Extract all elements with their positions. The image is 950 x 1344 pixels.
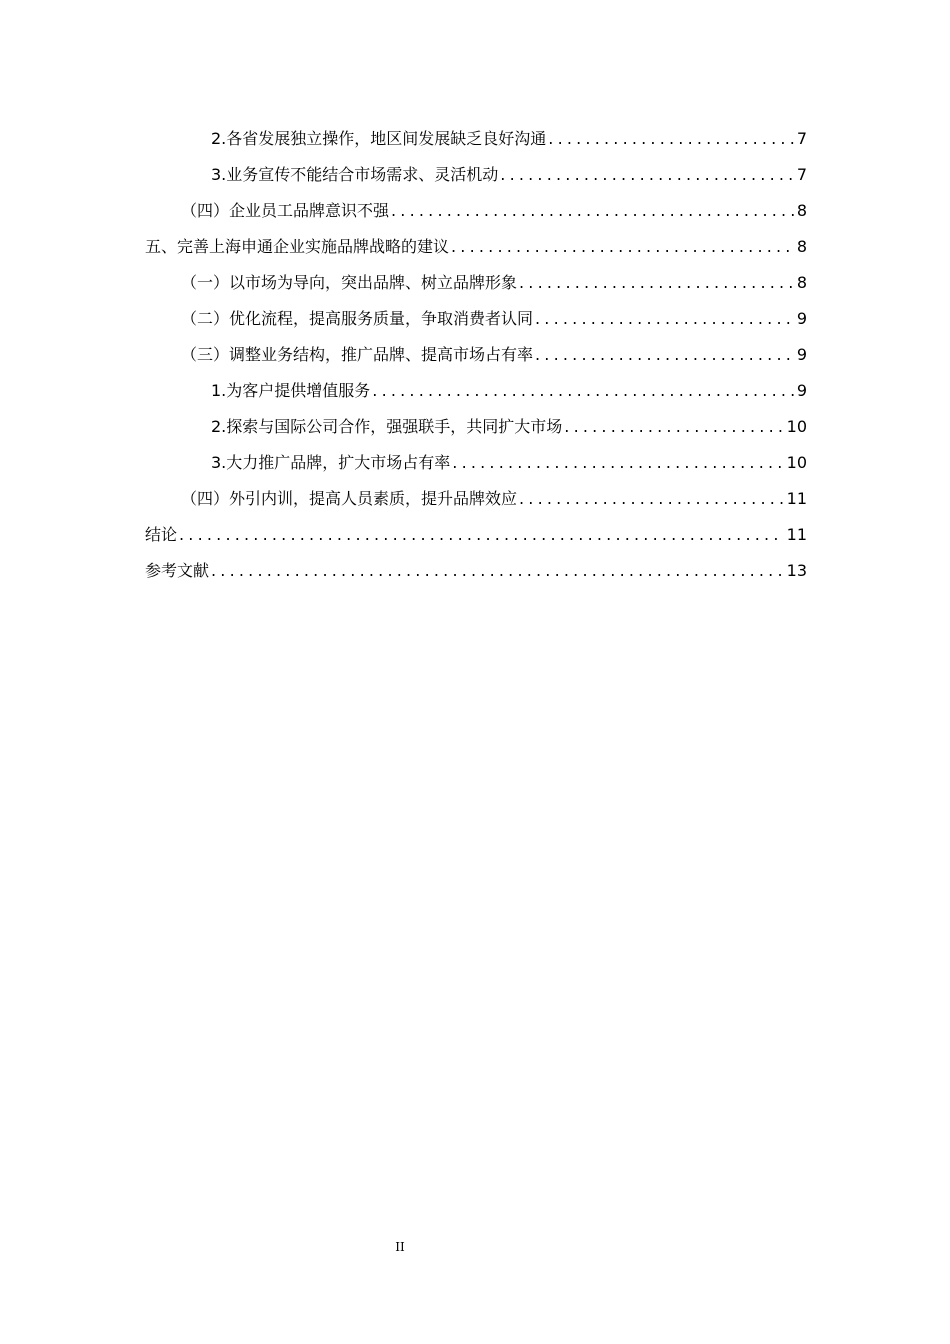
toc-dot-leader [564, 409, 783, 445]
toc-entry-label: 参考文献 [145, 561, 210, 580]
toc-entry-label: 2.各省发展独立操作，地区间发展缺乏良好沟通 [211, 129, 547, 148]
toc-dot-leader [211, 553, 784, 589]
toc-entry[interactable] [145, 229, 807, 265]
toc-entry-page: 8 [796, 237, 807, 256]
toc-dot-leader [535, 337, 794, 373]
toc-dot-leader [500, 157, 794, 193]
toc-entry[interactable] [145, 553, 807, 589]
toc-entry[interactable] [211, 121, 807, 157]
toc-entry[interactable] [211, 157, 807, 193]
toc-entry[interactable] [211, 445, 807, 481]
toc-entry-label: （四）企业员工品牌意识不强 [181, 201, 390, 220]
toc-entry-page: 7 [796, 129, 807, 148]
toc-entry-label: 结论 [145, 525, 178, 544]
toc-entry-page: 8 [796, 201, 807, 220]
toc-entry-label: 2.探索与国际公司合作，强强联手，共同扩大市场 [211, 417, 563, 436]
toc-dot-leader [451, 229, 794, 265]
toc-entry[interactable] [181, 301, 807, 337]
toc-entry-page: 11 [786, 489, 807, 508]
toc-entry-page: 11 [786, 525, 807, 544]
toc-entry-label: 3.大力推广品牌，扩大市场占有率 [211, 453, 451, 472]
toc-dot-leader [535, 301, 794, 337]
toc-dot-leader [452, 445, 783, 481]
toc-dot-leader [548, 121, 794, 157]
toc-dot-leader [179, 517, 784, 553]
toc-entry-label: （二）优化流程，提高服务质量，争取消费者认同 [181, 309, 534, 328]
toc-entry-label: （三）调整业务结构，推广品牌、提高市场占有率 [181, 345, 534, 364]
toc-dot-leader [519, 265, 794, 301]
toc-entry-page: 9 [796, 345, 807, 364]
toc-dot-leader [391, 193, 794, 229]
toc-entry-page: 9 [796, 381, 807, 400]
toc-entry-label: 1.为客户提供增值服务 [211, 381, 371, 400]
toc-dot-leader [372, 373, 794, 409]
toc-entry[interactable] [181, 337, 807, 373]
toc-entry-page: 7 [796, 165, 807, 184]
toc-entry-label: 五、完善上海申通企业实施品牌战略的建议 [145, 237, 450, 256]
toc-entry[interactable] [181, 481, 807, 517]
toc-entry-page: 13 [786, 561, 807, 580]
toc-entry[interactable] [181, 193, 807, 229]
toc-entry-page: 10 [786, 453, 807, 472]
toc-entry-page: 9 [796, 309, 807, 328]
toc-entry-page: 10 [786, 417, 807, 436]
toc-entry[interactable] [211, 373, 807, 409]
page-number-footer: II [395, 1240, 405, 1254]
toc-dot-leader [519, 481, 784, 517]
toc-entry[interactable] [145, 517, 807, 553]
toc-entry[interactable] [181, 265, 807, 301]
toc-entry-label: 3.业务宣传不能结合市场需求、灵活机动 [211, 165, 499, 184]
toc-entry-label: （一）以市场为导向，突出品牌、树立品牌形象 [181, 273, 518, 292]
toc-entry-label: （四）外引内训，提高人员素质，提升品牌效应 [181, 489, 518, 508]
toc-entry[interactable] [211, 409, 807, 445]
toc-entry-page: 8 [796, 273, 807, 292]
